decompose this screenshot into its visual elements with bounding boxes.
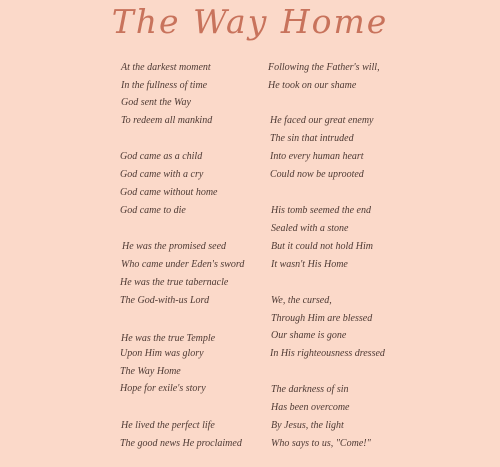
poem-line: God came with a cry xyxy=(120,169,204,180)
poem-line: God came as a child xyxy=(120,151,203,162)
poem-line: The Way Home xyxy=(120,366,181,377)
poem-line: The darkness of sin xyxy=(271,384,349,395)
poem-line: Following the Father's will, xyxy=(268,62,380,73)
poem-line: Could now be uprooted xyxy=(270,169,364,180)
poem-line: He was the true Temple xyxy=(121,333,216,344)
poem-line: God came to die xyxy=(120,205,186,216)
poem-line: God came without home xyxy=(120,187,218,198)
poem-line: Who came under Eden's sword xyxy=(121,259,245,270)
poem-line: The sin that intruded xyxy=(270,133,354,144)
poem-line: Upon Him was glory xyxy=(120,348,204,359)
poem-line: In His righteousness dressed xyxy=(270,348,385,359)
poem-line: But it could not hold Him xyxy=(271,241,373,252)
poem-line: The God-with-us Lord xyxy=(120,295,210,306)
poem-line: He was the true tabernacle xyxy=(120,277,229,288)
poem-title: The Way Home xyxy=(111,2,389,41)
poem-line: His tomb seemed the end xyxy=(271,205,371,216)
poem-line: Our shame is gone xyxy=(271,330,347,341)
poem-line: He faced our great enemy xyxy=(270,115,374,126)
poem-line: God sent the Way xyxy=(121,97,191,108)
poem-line: In the fullness of time xyxy=(121,80,208,91)
poem-line: It wasn't His Home xyxy=(271,259,348,270)
poem-line: Into every human heart xyxy=(270,151,364,162)
poem-line: The good news He proclaimed xyxy=(120,438,242,449)
poem-line: To redeem all mankind xyxy=(121,115,213,126)
poem-line: Who says to us, "Come!" xyxy=(271,438,371,449)
poem-line: Hope for exile's story xyxy=(120,383,206,394)
poem-line: Sealed with a stone xyxy=(271,223,349,234)
poem-line: He took on our shame xyxy=(268,80,357,91)
poem-line: He was the promised seed xyxy=(122,241,227,252)
poem-line: He lived the perfect life xyxy=(121,420,215,431)
poem-line: We, the cursed, xyxy=(271,295,332,306)
poem-line: Through Him are blessed xyxy=(271,313,373,324)
poem-line: Has been overcome xyxy=(271,402,350,413)
poem-line: By Jesus, the light xyxy=(271,420,344,431)
poem-line: At the darkest moment xyxy=(121,62,211,73)
